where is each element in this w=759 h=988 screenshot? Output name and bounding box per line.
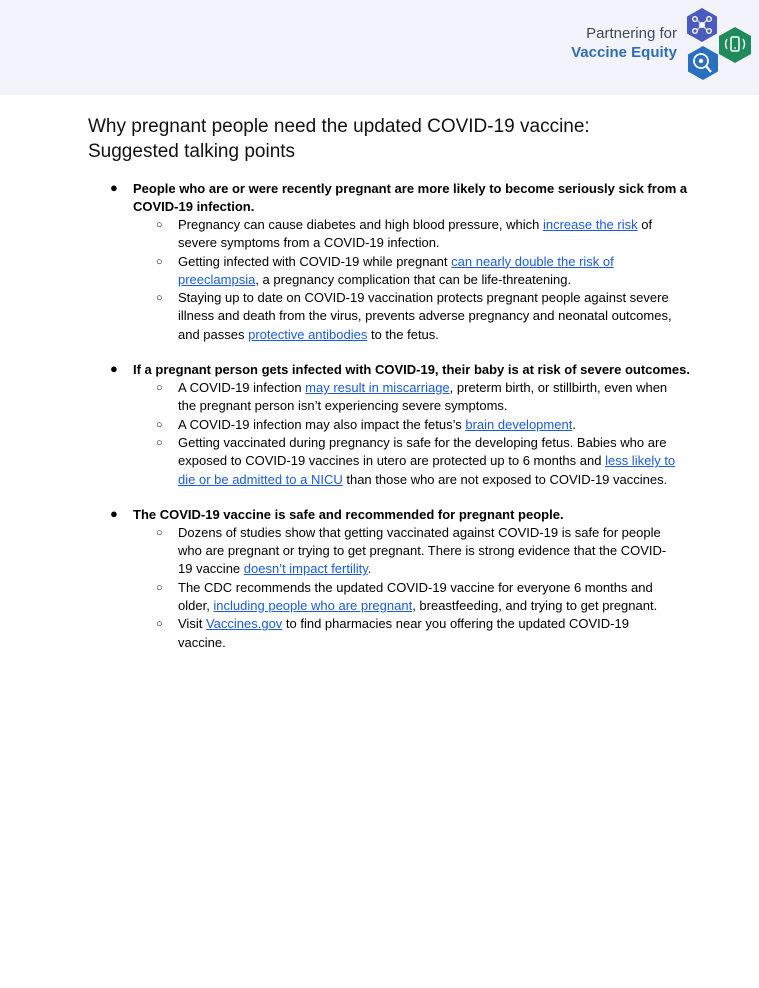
section-heading: If a pregnant person gets infected with COVID-19, their baby is at risk of severe outcomes.: [133, 362, 690, 378]
list-item: [156, 615, 678, 652]
bullet-circle: ○: [156, 581, 163, 594]
link-vaccines-gov[interactable]: Vaccines.gov: [205, 616, 283, 632]
item-text: .: [367, 561, 372, 577]
title-line2: Suggested talking points: [88, 141, 296, 162]
item-text: Staying up to date on COVID-19 vaccination protects pregnant people against severe illness and death from the virus, prevents adverse pregnancy and neonatal outcomes, and passes: [178, 290, 672, 342]
section-3: [0, 506, 759, 652]
list-item: [156, 289, 678, 344]
bullet-dot: ●: [110, 505, 118, 521]
brand-wordmark: [571, 24, 677, 62]
bullet-circle: ○: [156, 292, 163, 305]
section-2: [0, 361, 759, 489]
link-protective-antibodies[interactable]: protective antibodies: [248, 326, 368, 342]
magnifier-virus-icon: [688, 46, 718, 80]
bullet-circle: ○: [156, 418, 163, 431]
bullet-circle: ○: [156, 219, 163, 231]
list-item: [156, 416, 678, 434]
page-header: [0, 0, 759, 95]
brand-line1: Partnering for: [586, 25, 677, 42]
bullet-circle: ○: [156, 618, 163, 631]
bullet-dot: ●: [110, 180, 118, 195]
link-nicu[interactable]: less likely to die or be admitted to a NICU: [178, 453, 676, 487]
phone-signal-icon: [719, 27, 751, 63]
sub-list: [0, 216, 759, 344]
link-fertility[interactable]: doesn’t impact fertility: [243, 561, 368, 577]
item-text: .: [572, 416, 576, 432]
section-heading: The COVID-19 vaccine is safe and recommended for pregnant people.: [133, 506, 564, 522]
list-item: [156, 253, 678, 290]
item-text: A COVID-19 infection may also impact the fetus’s: [178, 416, 466, 432]
list-item: [156, 216, 678, 253]
item-text: of severe symptoms from a COVID-19 infection.: [178, 217, 653, 251]
item-text: Pregnancy can cause diabetes and high blood pressure, which: [178, 217, 543, 232]
list-item: [156, 379, 678, 416]
section-1: [0, 180, 759, 344]
bullet-dot: ●: [110, 361, 118, 377]
link-preeclampsia[interactable]: can nearly double the risk of preeclampsia: [178, 253, 614, 287]
sub-list: [0, 524, 759, 652]
item-text: Dozens of studies show that getting vaccinated against COVID-19 is safe for people who are pregnant or trying to get pregnant. There is strong evidence that the COVID-19 vaccine: [178, 524, 667, 577]
section-heading: People who are or were recently pregnant are more likely to become seriously sick from a COVID-19 infection.: [133, 181, 688, 214]
link-brain-development[interactable]: brain development: [465, 416, 573, 432]
item-text: to find pharmacies near you offering the updated COVID-19 vaccine.: [178, 616, 629, 650]
link-miscarriage[interactable]: may result in miscarriage: [305, 380, 450, 396]
item-text: to the fetus.: [367, 326, 439, 342]
brand-line2: Vaccine Equity: [571, 44, 677, 61]
item-text: A COVID-19 infection: [178, 380, 306, 396]
list-item: [156, 434, 678, 489]
item-text: Getting vaccinated during pregnancy is safe for the developing fetus. Babies who are exposed to COVID-19 vaccines in utero are protected up to 6 months and: [178, 434, 667, 469]
item-text: Visit: [178, 616, 206, 632]
list-item: [156, 524, 678, 579]
network-people-icon: [687, 8, 717, 42]
bullet-circle: ○: [156, 436, 163, 449]
link-increase-risk[interactable]: increase the risk: [542, 217, 638, 232]
item-text: The CDC recommends the updated COVID-19 vaccine for everyone 6 months and older,: [178, 579, 653, 614]
list-item: [156, 579, 678, 616]
item-text: than those who are not exposed to COVID-19 vaccines.: [342, 471, 668, 487]
link-including-pregnant[interactable]: including people who are pregnant: [213, 598, 413, 614]
item-text: , breastfeeding, and trying to get pregnant.: [412, 598, 658, 614]
bullet-circle: ○: [156, 255, 163, 268]
item-text: , preterm birth, or stillbirth, even when the pregnant person isn’t experiencing severe symptoms.: [178, 380, 668, 414]
title-line1: Why pregnant people need the updated COVID-19 vaccine:: [88, 116, 590, 137]
page-title: [88, 114, 708, 164]
sub-list: [0, 379, 759, 489]
bullet-circle: ○: [156, 382, 163, 395]
item-text: Getting infected with COVID-19 while pregnant: [178, 253, 452, 269]
bullet-circle: ○: [156, 526, 163, 539]
item-text: , a pregnancy complication that can be life-threatening.: [255, 271, 572, 287]
partnering-logo: [680, 6, 756, 82]
talking-points: [0, 180, 759, 652]
